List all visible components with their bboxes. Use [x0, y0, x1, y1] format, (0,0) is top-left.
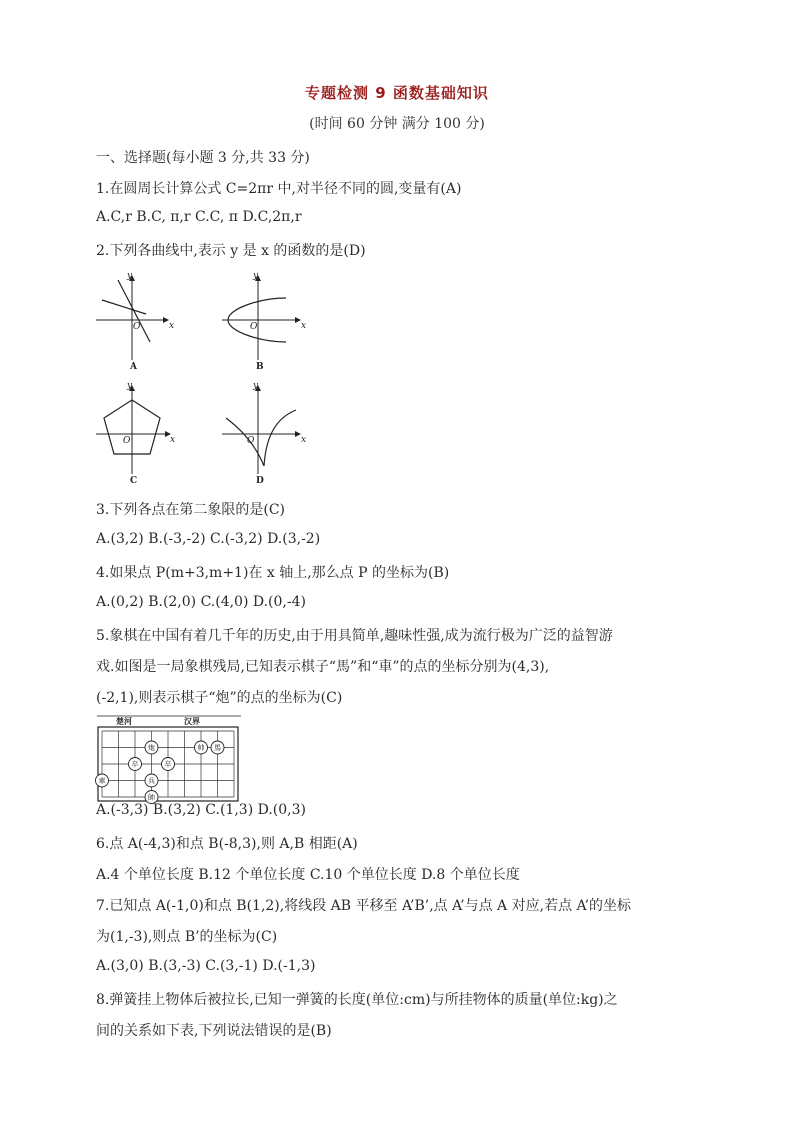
- chess-piece-label: 兵: [148, 777, 155, 785]
- question-3-stem: 3.下列各点在第二象限的是(C): [96, 502, 285, 518]
- question-5-stem-line-2: 戏.如图是一局象棋残局,已知表示棋子“馬”和“車”的点的坐标分别为(4,3),: [96, 659, 550, 675]
- figure-d-origin-label: O: [247, 436, 255, 446]
- question-8-stem-line-1: 8.弹簧挂上物体后被拉长,已知一弹簧的长度(单位:cm)与所挂物体的质量(单位:kg)之: [96, 992, 618, 1008]
- figure-d: [222, 381, 306, 486]
- chess-piece: [129, 758, 142, 771]
- chess-piece-label: 炮: [148, 744, 155, 752]
- question-1-options: A.C,r B.C, π,r C.C, π D.C,2π,r: [96, 209, 302, 225]
- figure-a: [96, 271, 174, 372]
- figure-d-y-label: y: [253, 381, 259, 391]
- question-7-stem-line-2: 为(1,-3),则点 B’的坐标为(C): [96, 929, 278, 945]
- chess-piece-label: 帅: [197, 744, 205, 752]
- chess-piece: [211, 741, 224, 754]
- question-7-options: A.(3,0) B.(3,-3) C.(3,-1) D.(-1,3): [96, 958, 316, 974]
- question-5-options: A.(-3,3) B.(3,2) C.(1,3) D.(0,3): [96, 802, 306, 818]
- figure-a-label: A: [130, 362, 137, 372]
- question-2-figures: [90, 268, 320, 488]
- page-subtitle: (时间 60 分钟 满分 100 分): [309, 116, 485, 132]
- chess-piece: [195, 741, 208, 754]
- figure-d-label: D: [256, 476, 264, 486]
- figure-b-x-label: x: [301, 321, 307, 331]
- question-1-stem: 1.在圆周长计算公式 C=2πr 中,对半径不同的圆,变量有(A): [96, 181, 462, 197]
- question-5-stem-line-3: (-2,1),则表示棋子“炮”的点的坐标为(C): [96, 690, 343, 706]
- figure-c-label: C: [130, 476, 138, 486]
- board-title-left: 楚河: [116, 717, 132, 726]
- page-title: 专题检测 9 函数基础知识: [305, 84, 489, 102]
- board-pieces: [96, 741, 225, 804]
- board-title-right: 汉界: [184, 717, 200, 726]
- question-8-stem-line-2: 间的关系如下表,下列说法错误的是(B): [96, 1023, 332, 1039]
- question-4-options: A.(0,2) B.(2,0) C.(4,0) D.(0,-4): [96, 594, 306, 610]
- figure-d-x-label: x: [301, 435, 307, 445]
- figure-a-x-label: x: [169, 321, 175, 331]
- chess-piece-label: 車: [98, 777, 106, 785]
- question-6-options: A.4 个单位长度 B.12 个单位长度 C.10 个单位长度 D.8 个单位长度: [96, 867, 520, 883]
- chess-piece-label: 卒: [131, 760, 139, 769]
- question-5-stem-line-1: 5.象棋在中国有着几千年的历史,由于用具简单,趣味性强,成为流行极为广泛的益智游: [96, 628, 613, 644]
- figure-c-origin-label: O: [123, 436, 131, 446]
- question-3-options: A.(3,2) B.(-3,-2) C.(-3,2) D.(3,-2): [96, 531, 321, 547]
- chess-piece-label: 卒: [164, 760, 172, 769]
- chess-piece: [145, 774, 158, 787]
- figure-c: [96, 381, 175, 486]
- chess-piece-label: 帥: [148, 793, 155, 802]
- figure-a-origin-label: O: [133, 322, 141, 332]
- question-6-stem: 6.点 A(-4,3)和点 B(-8,3),则 A,B 相距(A): [96, 836, 358, 852]
- figure-b: [222, 271, 306, 372]
- figure-b-origin-label: O: [250, 322, 258, 332]
- figure-b-label: B: [256, 362, 264, 372]
- figure-a-y-label: y: [127, 271, 133, 281]
- chess-piece-label: 馬: [214, 744, 221, 752]
- section-heading: 一、选择题(每小题 3 分,共 33 分): [96, 150, 310, 166]
- chess-piece: [162, 758, 175, 771]
- chess-piece: [96, 774, 109, 787]
- question-2-stem: 2.下列各曲线中,表示 y 是 x 的函数的是(D): [96, 243, 366, 259]
- question-4-stem: 4.如果点 P(m+3,m+1)在 x 轴上,那么点 P 的坐标为(B): [96, 565, 450, 581]
- figure-c-x-label: x: [170, 435, 176, 445]
- question-7-stem-line-1: 7.已知点 A(-1,0)和点 B(1,2),将线段 AB 平移至 A’B’,点 A’与点 A 对应,若点 A’的坐标: [96, 898, 632, 914]
- chess-board-figure: [94, 713, 244, 802]
- chess-piece: [145, 741, 158, 754]
- figure-c-y-label: y: [127, 381, 133, 391]
- figure-b-y-label: y: [253, 271, 259, 281]
